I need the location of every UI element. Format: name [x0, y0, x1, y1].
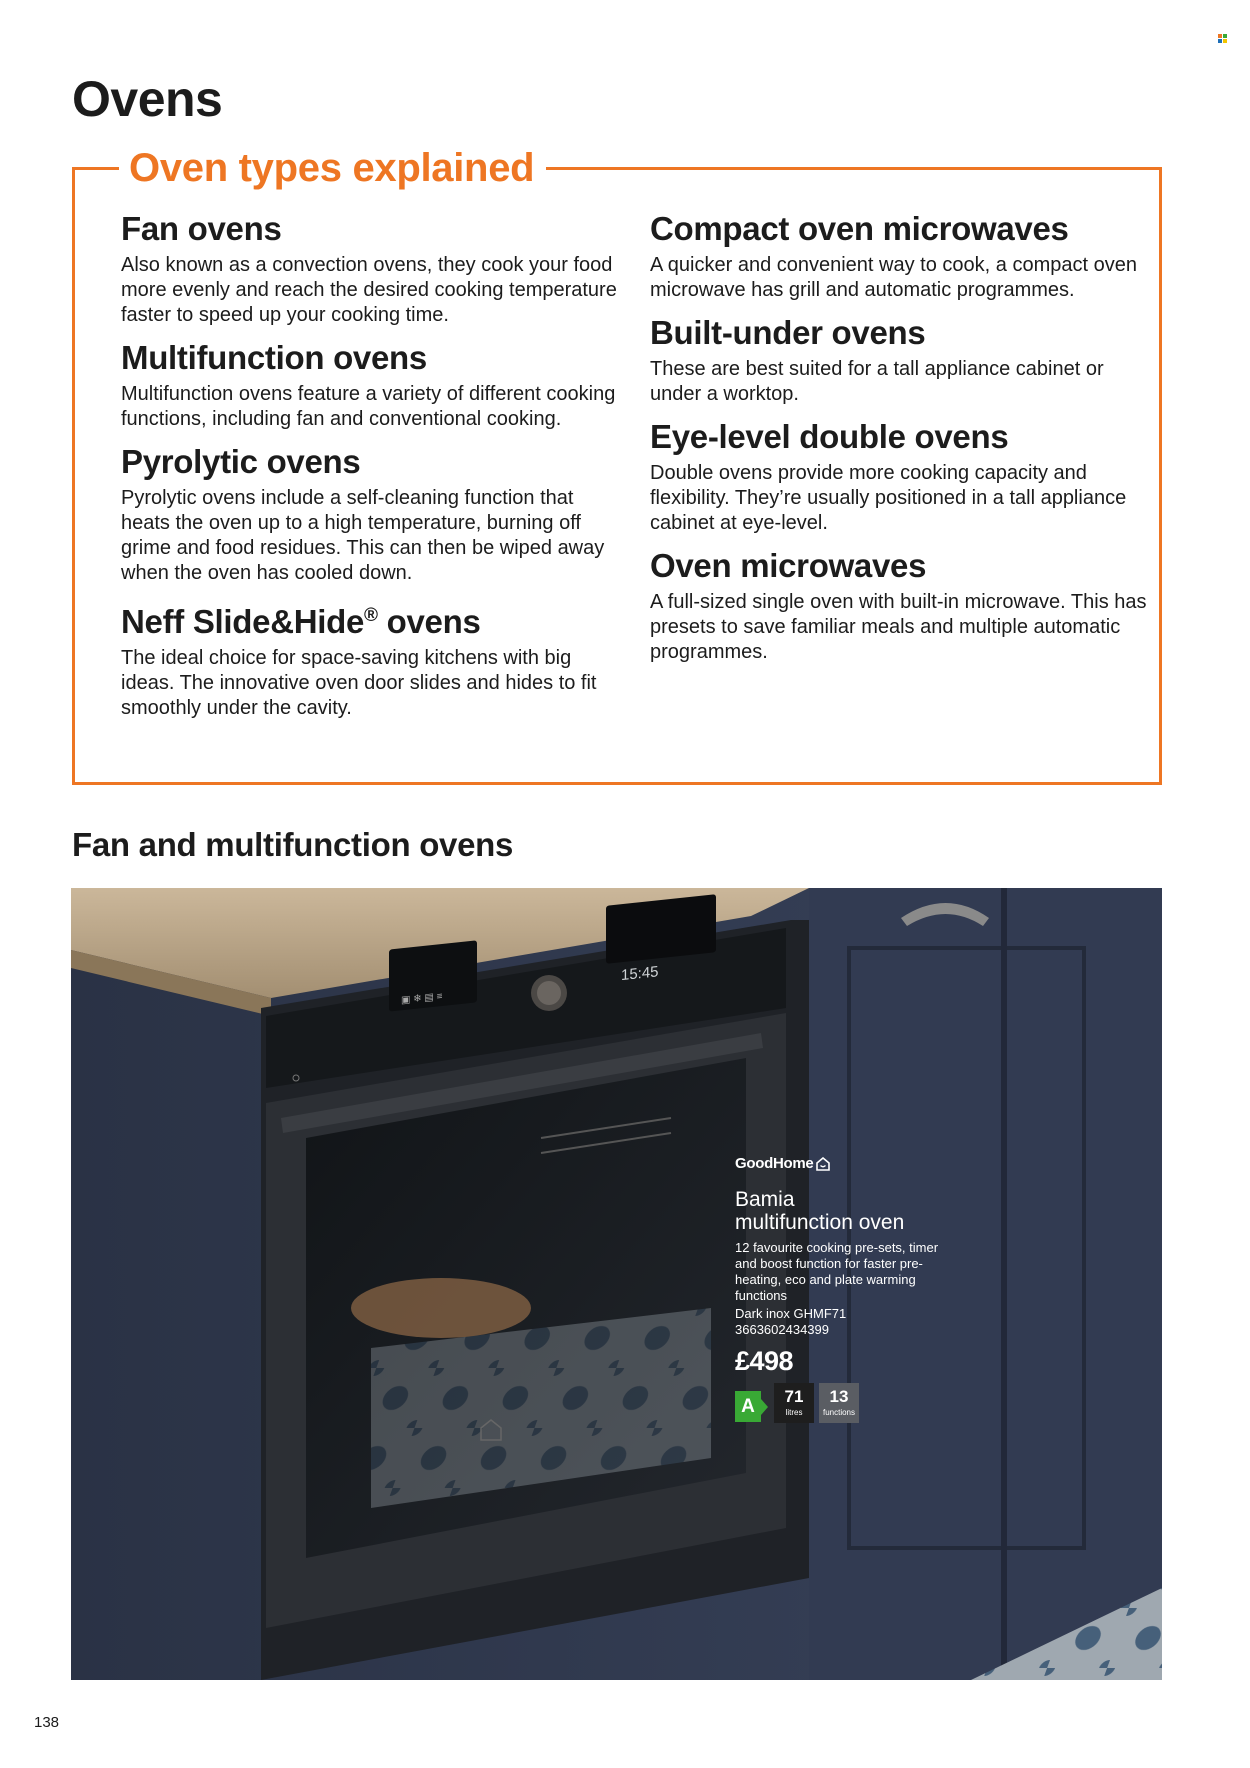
product-photo [71, 888, 1162, 1680]
oven-clock-display: 15:45 [621, 963, 659, 985]
oven-type-multifunction [121, 339, 621, 432]
house-icon [816, 1157, 830, 1171]
functions-unit: functions [822, 1408, 856, 1417]
heading-suffix: ovens [377, 603, 481, 640]
oven-type-heading: Compact oven microwaves [650, 210, 1069, 247]
oven-type-heading: Eye-level double ovens [650, 418, 1009, 455]
oven-types-explainer [72, 146, 1162, 785]
registered-mark: ® [364, 605, 378, 626]
oven-type-heading: Oven microwaves [650, 547, 927, 584]
oven-type-text: A full-sized single oven with built-in microwave. This has presets to save familiar meals and multiple automatic programmes. [650, 591, 1147, 663]
functions-value: 13 [829, 1387, 849, 1406]
oven-type-heading [121, 597, 621, 641]
oven-type-text: The ideal choice for space-saving kitchens with big ideas. The innovative oven door slides and hides to fit smoothly under the cavity. [121, 647, 597, 719]
brand-logo-mark [1218, 34, 1227, 43]
section-title: Fan and multifunction ovens [72, 826, 514, 863]
product-badges [735, 1383, 945, 1423]
oven-type-fan [121, 210, 621, 328]
product-name-line2: multifunction oven [735, 1211, 905, 1234]
product-ean: 3663602434399 [735, 1322, 829, 1337]
explainer-left-column [121, 210, 621, 732]
oven-type-eye-level-double [650, 418, 1150, 536]
product-card [735, 1155, 945, 1423]
oven-type-text: Double ovens provide more cooking capacity and flexibility. They’re usually positioned in a tall appliance cabinet at eye-level. [650, 462, 1127, 534]
page-title: Ovens [72, 71, 223, 127]
oven-type-slide-hide [121, 597, 621, 721]
functions-badge [819, 1383, 859, 1423]
capacity-badge [774, 1383, 814, 1423]
oven-type-heading: Multifunction ovens [121, 339, 427, 376]
brand-text: GoodHome [735, 1155, 814, 1172]
product-name [735, 1188, 945, 1234]
heading-text: Neff Slide&Hide [121, 603, 365, 640]
oven-type-text: Multifunction ovens feature a variety of different cooking functions, including fan and conventional cooking. [121, 383, 616, 430]
oven-type-oven-microwave [650, 547, 1150, 665]
product-finish-model: Dark inox GHMF71 [735, 1306, 847, 1321]
page-number: 138 [34, 1714, 60, 1731]
capacity-unit: litres [785, 1408, 803, 1417]
capacity-value: 71 [784, 1387, 804, 1406]
product-description: 12 favourite cooking pre-sets, timer and boost function for faster pre-heating, eco and plate warming functions [735, 1240, 939, 1303]
brand-name [735, 1155, 945, 1172]
kitchen-oven-illustration [71, 888, 1162, 1680]
product-name-line1: Bamia [735, 1188, 795, 1211]
explainer-title: Oven types explained [119, 140, 546, 196]
product-price: £498 [735, 1346, 794, 1376]
oven-type-compact-microwave [650, 210, 1150, 303]
oven-type-heading: Built-under ovens [650, 314, 926, 351]
oven-type-text: Also known as a convection ovens, they cook your food more evenly and reach the desired cooking temperature faster to speed up your cooking time. [121, 254, 617, 326]
energy-rating-badge: A [735, 1391, 761, 1422]
oven-type-built-under [650, 314, 1150, 407]
oven-type-pyrolytic [121, 443, 621, 586]
svg-text:▣ ❄ ▤ ≡: ▣ ❄ ▤ ≡ [400, 990, 443, 1007]
explainer-right-column [650, 210, 1150, 676]
oven-type-text: These are best suited for a tall appliance cabinet or under a worktop. [650, 358, 1104, 405]
oven-type-heading: Pyrolytic ovens [121, 443, 361, 480]
oven-type-heading: Fan ovens [121, 210, 282, 247]
oven-type-text: A quicker and convenient way to cook, a compact oven microwave has grill and automatic programmes. [650, 254, 1137, 301]
oven-type-text: Pyrolytic ovens include a self-cleaning function that heats the oven up to a high temperature, burning off grime and food residues. This can then be wiped away when the oven has cooled down. [121, 487, 605, 584]
